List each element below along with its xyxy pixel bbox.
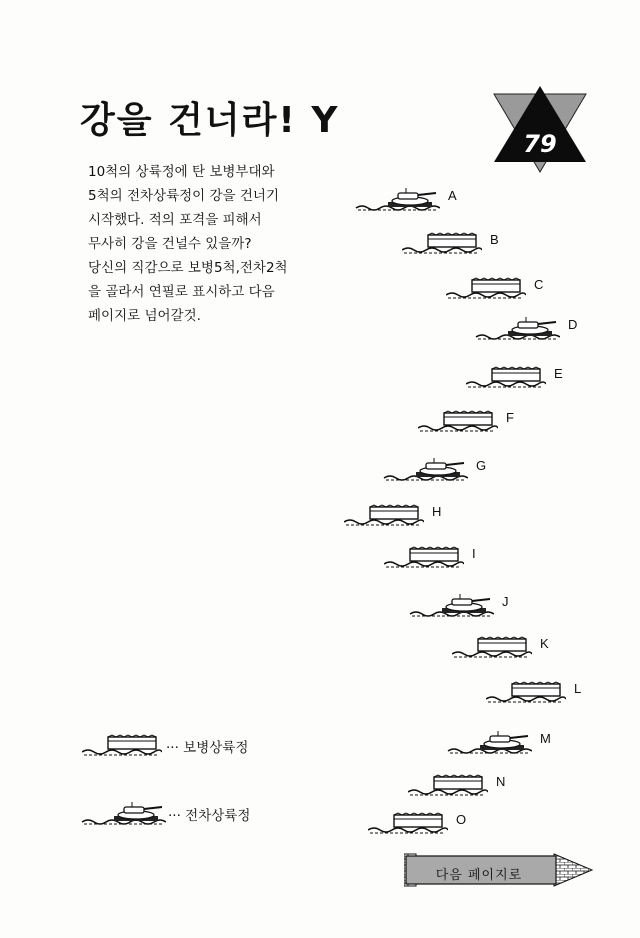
boat-label: K [540,636,549,651]
page-number: 79 [523,130,557,158]
boat-label: O [456,812,467,827]
boat-j[interactable] [408,592,509,618]
next-page-button[interactable] [404,850,594,890]
infantry-landing-craft-icon [408,772,488,798]
intro-line: 을 골라서 연필로 표시하고 다음 [88,284,275,300]
boat-a[interactable] [354,186,457,212]
boat-m[interactable] [446,729,551,755]
next-page-label: 다음 페이지로 [435,868,523,883]
infantry-landing-craft-icon [466,364,546,390]
legend-infantry [82,732,282,758]
boat-label: G [476,458,487,473]
tank-landing-craft-icon [382,456,468,482]
boat-h[interactable] [344,502,442,528]
boat-g[interactable] [382,456,487,482]
legend-infantry-label: ··· 보병상륙정 [166,740,249,756]
boat-label: I [472,546,476,561]
infantry-landing-craft-icon [452,634,532,660]
boat-label: C [534,277,544,292]
infantry-landing-craft-icon [418,408,498,434]
boat-i[interactable] [384,544,476,570]
infantry-landing-craft-icon [486,679,566,705]
boat-label: B [490,232,499,247]
legend-tank [80,800,280,826]
tank-landing-craft-icon [446,729,532,755]
boat-n[interactable] [408,772,506,798]
intro-line: 10척의 상륙정에 탄 보병부대와 [88,164,275,180]
boat-l[interactable] [486,679,582,705]
boat-label: E [554,366,563,381]
tank-landing-craft-icon [80,800,166,826]
boat-k[interactable] [452,634,549,660]
legend-tank-label: ··· 전차상륙정 [168,808,251,824]
boat-c[interactable] [446,275,544,301]
boat-label: A [448,188,457,203]
infantry-landing-craft-icon [402,230,482,256]
boat-label: J [502,594,509,609]
intro-line: 무사히 강을 건널수 있을까? [88,236,252,252]
infantry-landing-craft-icon [446,275,526,301]
page-number-badge [490,86,590,178]
intro-line: 당신의 직감으로 보병5척,전차2척 [88,260,288,276]
infantry-landing-craft-icon [368,810,448,836]
boat-label: L [574,681,582,696]
page-title: 강을 건너라! Y [80,100,340,141]
intro-line: 5척의 전차상륙정이 강을 건너기 [88,188,279,204]
boat-label: N [496,774,506,789]
tank-landing-craft-icon [354,186,440,212]
infantry-landing-craft-icon [344,502,424,528]
boat-b[interactable] [402,230,499,256]
infantry-landing-craft-icon [384,544,464,570]
boat-e[interactable] [466,364,563,390]
boat-label: F [506,410,514,425]
tank-landing-craft-icon [474,315,560,341]
boat-d[interactable] [474,315,578,341]
boat-label: H [432,504,442,519]
boat-o[interactable] [368,810,467,836]
intro-text [88,160,358,328]
boat-f[interactable] [418,408,514,434]
intro-line: 페이지로 넘어갈것. [88,308,201,324]
infantry-landing-craft-icon [82,732,162,758]
boat-label: D [568,317,578,332]
tank-landing-craft-icon [408,592,494,618]
intro-line: 시작했다. 적의 포격을 피해서 [88,212,262,228]
boat-label: M [540,731,551,746]
